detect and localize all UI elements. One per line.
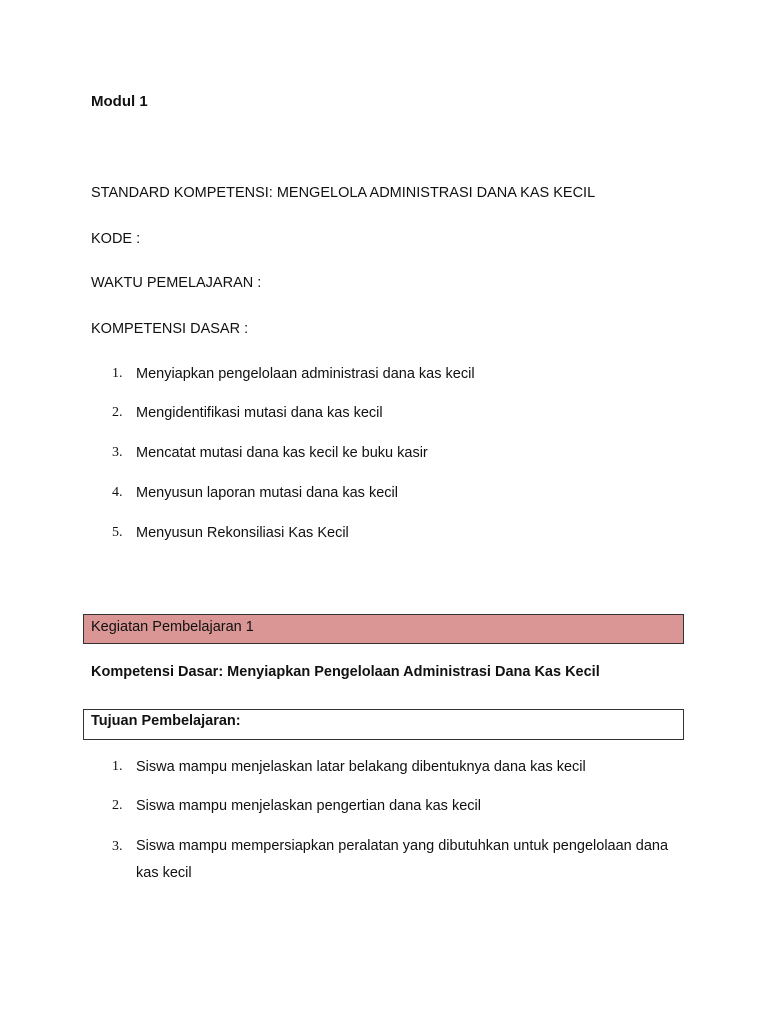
list-text: Menyusun laporan mutasi dana kas kecil — [136, 485, 398, 501]
list-text: Siswa mampu menjelaskan latar belakang dibentuknya dana kas kecil — [136, 759, 586, 775]
list-text: Siswa mampu menjelaskan pengertian dana kas kecil — [136, 798, 481, 814]
module-title: Modul 1 — [91, 93, 148, 110]
list-text: Mencatat mutasi dana kas kecil ke buku kasir — [136, 445, 428, 461]
kompetensi-dasar-label: KOMPETENSI DASAR : — [91, 321, 249, 337]
list-number: 3. — [112, 445, 123, 460]
list-number: 2. — [112, 405, 123, 420]
list-text: Siswa mampu mempersiapkan peralatan yang dibutuhkan untuk pengelolaan dana kas kecil — [136, 838, 669, 881]
waktu-pemelajaran-label: WAKTU PEMELAJARAN : — [91, 275, 262, 291]
list-number: 2. — [112, 798, 123, 813]
list-number: 5. — [112, 525, 123, 540]
kompetensi-dasar-heading: Kompetensi Dasar: Menyiapkan Pengelolaan Administrasi Dana Kas Kecil — [91, 664, 600, 680]
kode-label: KODE : — [91, 231, 141, 247]
list-text: Mengidentifikasi mutasi dana kas kecil — [136, 405, 383, 421]
list-text: Menyusun Rekonsiliasi Kas Kecil — [136, 525, 349, 541]
kegiatan-pembelajaran-box — [83, 614, 684, 644]
list-number: 3. — [112, 839, 123, 854]
tujuan-pembelajaran-box — [83, 709, 684, 740]
list-number: 1. — [112, 759, 123, 774]
kegiatan-pembelajaran-label: Kegiatan Pembelajaran 1 — [91, 619, 254, 635]
tujuan-pembelajaran-label: Tujuan Pembelajaran: — [91, 713, 241, 729]
standard-kompetensi: STANDARD KOMPETENSI: MENGELOLA ADMINISTRASI DANA KAS KECIL — [91, 185, 596, 201]
list-number: 4. — [112, 485, 123, 500]
list-number: 1. — [112, 366, 123, 381]
list-text: Menyiapkan pengelolaan administrasi dana kas kecil — [136, 366, 475, 382]
